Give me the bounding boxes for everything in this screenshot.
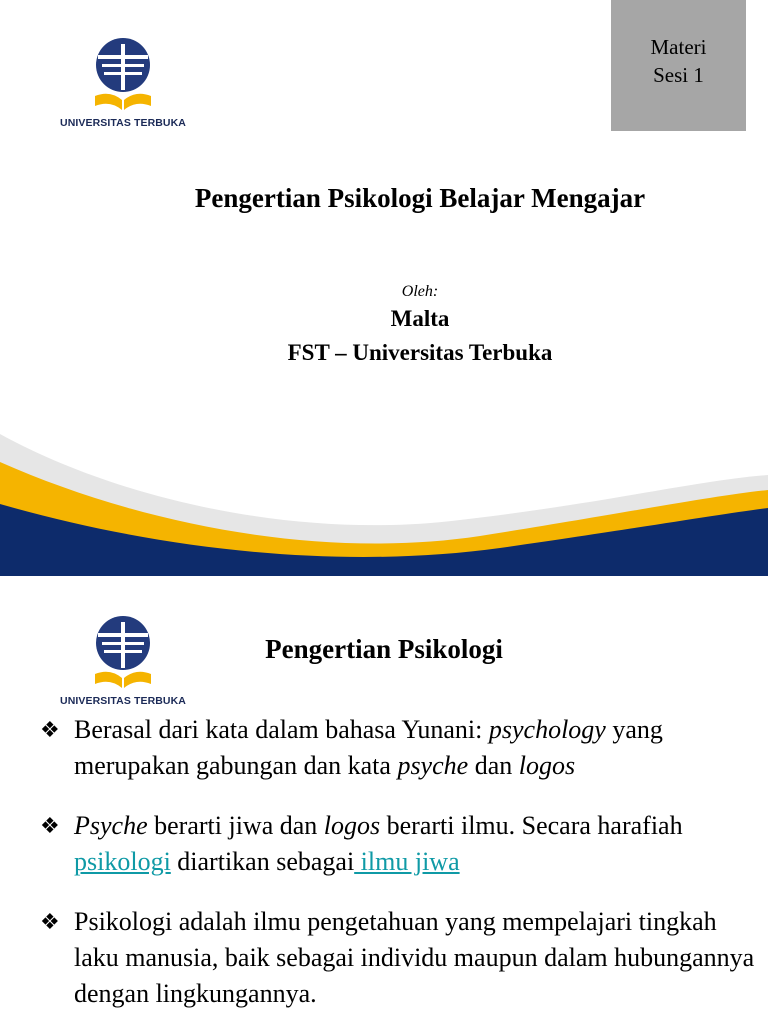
university-emblem-icon xyxy=(58,38,188,122)
presentation-title: Pengertian Psikologi Belajar Mengajar xyxy=(194,183,646,213)
bullet-item xyxy=(40,712,760,784)
session-label-line1: Materi xyxy=(650,35,707,59)
slide-title: Pengertian Psikologi xyxy=(265,634,503,664)
bullet-text: yang merupakan gabungan dan kata xyxy=(74,715,663,780)
university-logo-2 xyxy=(58,616,188,716)
bullet-text: berarti jiwa dan xyxy=(147,811,324,840)
bullet-emphasis: logos xyxy=(518,751,576,780)
bullet-emphasis: Psyche xyxy=(74,811,148,840)
diamond-bullet-icon: ❖ xyxy=(40,813,60,838)
by-label: Oleh: xyxy=(401,283,439,300)
logo-text: UNIVERSITAS TERBUKA xyxy=(60,117,186,129)
university-logo xyxy=(58,38,188,138)
slide-2 xyxy=(0,576,768,1024)
bullet-text: dan xyxy=(468,751,519,780)
institution-name: FST – Universitas Terbuka xyxy=(287,340,553,365)
psikologi-link[interactable]: psikologi xyxy=(74,847,171,876)
bullet-item xyxy=(40,808,760,880)
bullet-text: berarti ilmu. Secara harafiah xyxy=(380,811,683,840)
diamond-bullet-icon: ❖ xyxy=(40,717,60,742)
bullet-text: Psikologi adalah ilmu pengetahuan yang mempelajari tingkah laku manusia, baik sebagai individu maupun dalam hubungannya dengan lingkungannya. xyxy=(74,907,755,1008)
bullet-emphasis: logos xyxy=(323,811,381,840)
decorative-wave xyxy=(0,420,768,576)
diamond-bullet-icon: ❖ xyxy=(40,909,60,934)
author-name: Malta xyxy=(390,306,450,331)
bullet-text: diartikan sebagai xyxy=(170,847,355,876)
bullet-text: Berasal dari kata dalam bahasa Yunani: xyxy=(74,715,489,744)
bullet-emphasis: psyche xyxy=(397,751,469,780)
bullet-list xyxy=(40,712,760,1024)
session-box xyxy=(611,0,746,131)
session-label-line2: Sesi 1 xyxy=(653,63,704,87)
logo-text-2: UNIVERSITAS TERBUKA xyxy=(60,695,186,707)
bullet-item xyxy=(40,904,760,1012)
ilmu-jiwa-link[interactable]: ilmu jiwa xyxy=(354,847,460,876)
bullet-emphasis: psychology xyxy=(488,715,606,744)
